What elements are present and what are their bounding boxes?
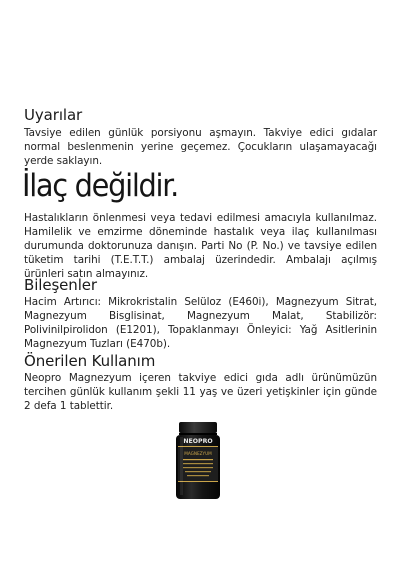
not-medicine-heading: İlaç değildir. (22, 168, 179, 204)
product-bottle-icon (169, 422, 227, 500)
product-bottle-image (169, 422, 227, 500)
ingredients-text: Hacim Artırıcı: Mikrokristalin Selüloz (E460i), Magnezyum Sitrat, Magnezyum Bisglisinat, Magnezyum Malat, Stabilizör: Polivinilpirolidon (E1201), Topaklanmayı Önleyici: Yağ Asitlerinin Magnezyum Tuzları (E470b). (24, 296, 377, 350)
ingredients-heading: Bileşenler (24, 276, 97, 294)
bottle-product-label: MAGNEZYUM (184, 451, 212, 456)
warnings-heading: Uyarılar (24, 106, 83, 124)
warnings-text: Tavsiye edilen günlük porsiyonu aşmayın. Takviye edici gıdalar normal beslenmenin yerine geçemez. Çocukların ulaşamayacağı yerde saklayın. (24, 127, 377, 167)
usage-text: Neopro Magnezyum içeren takviye edici gıda adlı ürünümüzün tercihen günlük kullanım şekli 11 yaş ve üzeri yetişkinler için günde 2 defa 1 tablettir. (24, 372, 377, 412)
disclaimer-text: Hastalıkların önlenmesi veya tedavi edilmesi amacıyla kullanılmaz. Hamilelik ve emzirme döneminde hastalık veya ilaç kullanılması durumunda doktorunuza danışın. Parti No (P. No.) ve tavsiye edilen tüketim tarihi (T.E.T.T.) ambalaj üzerindedir. Ambalajı açılmış ürünleri satın almayınız. (24, 212, 377, 280)
bottle-brand-label: NEOPRO (183, 438, 213, 445)
usage-heading: Önerilen Kullanım (24, 352, 156, 370)
